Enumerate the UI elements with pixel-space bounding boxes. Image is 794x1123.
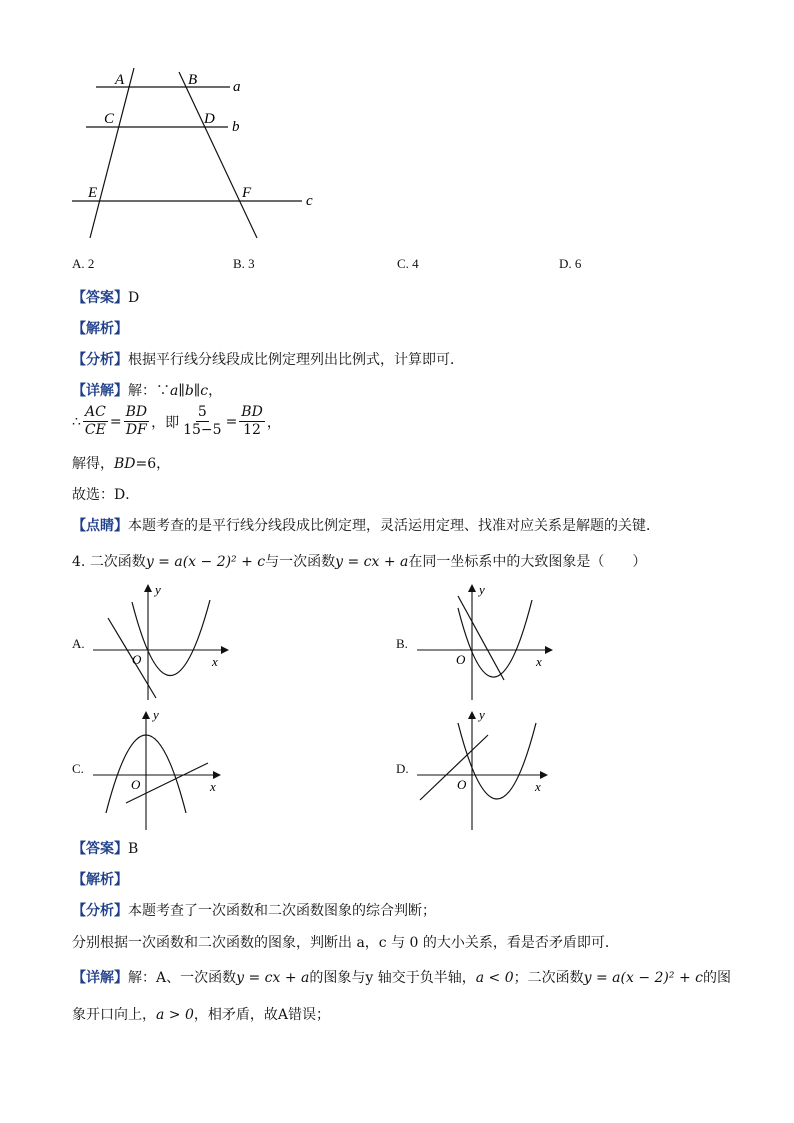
q4-number: 4.: [72, 554, 86, 570]
detail-cond-2: a > 0: [156, 1007, 194, 1023]
q4-stem-b: 与一次函数: [265, 554, 336, 570]
detail-condition: a∥b∥c: [170, 383, 209, 399]
fenxi-text: 本题考查了一次函数和二次函数图象的综合判断；: [128, 903, 436, 919]
point-E: E: [88, 185, 98, 201]
y-axis-label: y: [155, 582, 161, 597]
q3-option-a: A. 2: [72, 256, 95, 271]
q4-detail-line-2: [72, 1004, 330, 1024]
q3-detail-line: [72, 380, 222, 400]
ji-text: ，即: [151, 414, 180, 431]
detail-quad-func: y = a(x − 2)² + c: [583, 970, 703, 986]
x-axis-label: x: [210, 779, 216, 794]
point-C: C: [104, 111, 115, 127]
fraction-ac-ce: $\frac{AC}{CE}$: [84, 404, 106, 438]
q3-proportion-equation: [72, 404, 281, 439]
point-F: F: [242, 185, 252, 201]
q4-option-label-b: B.: [396, 636, 408, 651]
q4-quad-func: y = a(x − 2)² + c: [145, 554, 266, 570]
detail-1: 解：A、一次函数: [128, 970, 237, 986]
fraction-bd-12: $\frac{BD}{12}$: [241, 404, 263, 438]
q3-analysis-tag: 【解析】: [72, 321, 128, 337]
q3-option-d: D. 6: [559, 256, 582, 271]
detail-4: 的图: [702, 970, 731, 986]
fraction-5-over-10: $\frac{5}{15-5}$: [183, 404, 222, 438]
comma: ，: [266, 414, 281, 431]
q4-stem-a: 二次函数: [89, 554, 146, 570]
line-label-b: b: [232, 119, 240, 135]
answer-value: D: [128, 290, 140, 306]
origin-label: O: [457, 777, 467, 792]
q4-fenxi-line: [72, 900, 436, 920]
q3-answer-line: [72, 287, 139, 307]
q4-option-label-d: D.: [396, 761, 409, 776]
solve-value: =6，: [135, 456, 171, 472]
fenxi-text: 根据平行线分线段成比例定理列出比例式，计算即可．: [128, 352, 464, 368]
q4-option-label-a: A.: [72, 636, 85, 651]
q4-stem: [72, 551, 646, 571]
y-axis-label: y: [479, 707, 485, 722]
origin-label: O: [456, 652, 466, 667]
q4-option-label-c: C.: [72, 761, 84, 776]
y-axis-label: y: [479, 582, 485, 597]
transversal-right: [179, 72, 257, 238]
detail-3: ；二次函数: [513, 970, 584, 986]
equals: =: [109, 413, 122, 430]
y-axis-label: y: [153, 707, 159, 722]
fraction-bd-df: $\frac{BD}{DF}$: [125, 404, 148, 438]
q3-solve-line: [72, 453, 170, 473]
origin-label: O: [131, 777, 141, 792]
answer-value: B: [128, 841, 139, 857]
point-A: A: [115, 72, 125, 88]
line-label-a: a: [233, 79, 241, 95]
origin-label: O: [132, 652, 142, 667]
q4-graph-d: [412, 705, 557, 830]
point-B: B: [188, 72, 198, 88]
detail-tag: 【详解】: [72, 970, 128, 986]
solve-variable: BD: [114, 456, 136, 472]
dianjing-tag: 【点睛】: [72, 518, 128, 534]
q4-answer-line: [72, 838, 138, 858]
fenxi-tag: 【分析】: [72, 903, 128, 919]
q3-fenxi-line: [72, 349, 464, 369]
equals-2: =: [225, 413, 238, 430]
q4-graph-c: [88, 705, 233, 830]
q3-option-c: C. 4: [397, 256, 419, 271]
answer-tag: 【答案】: [72, 841, 128, 857]
q4-detail-line: [72, 967, 731, 987]
q4-analysis-tag: 【解析】: [72, 872, 128, 888]
x-axis-label: x: [212, 654, 218, 669]
detail-suffix: ，: [208, 383, 223, 399]
q4-stem-c: 在同一坐标系中的大致图象是（ ）: [408, 554, 647, 570]
detail-cond-1: a < 0: [475, 970, 514, 986]
point-D: D: [204, 111, 215, 127]
transversal-left: [90, 68, 134, 238]
q4-lin-func: y = cx + a: [335, 554, 409, 570]
therefore-symbol: ∴: [72, 413, 81, 430]
q4-graph-a: [88, 580, 233, 705]
q3-dianjing-line: [72, 515, 660, 535]
detail-6: ，相矛盾，故A错误；: [193, 1007, 331, 1023]
q4-graph-b: [412, 580, 557, 705]
detail-prefix: 解：∵: [128, 383, 170, 399]
answer-tag: 【答案】: [72, 290, 128, 306]
line-label-c: c: [306, 193, 313, 209]
detail-5: 象开口向上，: [72, 1007, 156, 1023]
detail-lin-func: y = cx + a: [236, 970, 310, 986]
q4-fenxi-line-2: 分别根据一次函数和二次函数的图象，判断出 a，c 与 0 的大小关系，看是否矛盾即可．: [72, 935, 619, 951]
detail-tag: 【详解】: [72, 383, 128, 399]
q3-choose-line: 故选：D．: [72, 487, 140, 503]
fenxi-tag: 【分析】: [72, 352, 128, 368]
x-axis-label: x: [535, 779, 541, 794]
dianjing-text: 本题考查的是平行线分线段成比例定理，灵活运用定理、找准对应关系是解题的关键．: [128, 518, 660, 534]
q3-parallel-lines-figure: [60, 60, 330, 250]
detail-2: 的图象与y 轴交于负半轴，: [309, 970, 476, 986]
q3-option-b: B. 3: [233, 256, 255, 271]
x-axis-label: x: [536, 654, 542, 669]
solve-prefix: 解得，: [72, 456, 114, 472]
